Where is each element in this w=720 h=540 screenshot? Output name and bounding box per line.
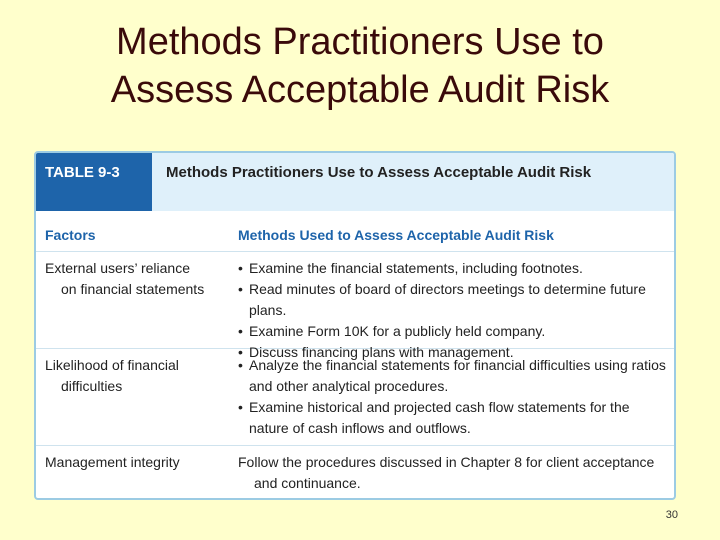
factor-text: Likelihood of financial — [45, 357, 179, 373]
method-text-line: Follow the procedures discussed in Chapter 8 for client acceptance — [238, 454, 655, 470]
column-headers — [36, 211, 674, 252]
methods-list — [238, 355, 668, 439]
method-item: • Examine the financial statements, including footnotes. — [238, 258, 668, 279]
table-label: TABLE 9-3 — [36, 153, 152, 211]
factor-text: Management integrity — [45, 454, 180, 470]
slide-title-line-2: Assess Acceptable Audit Risk — [110, 69, 610, 111]
method-item: • Examine historical and projected cash flow statements for the nature of cash inflows and outflows. — [238, 397, 668, 439]
table-row — [36, 446, 674, 500]
method-item: • Examine Form 10K for a publicly held company. — [238, 321, 668, 342]
factor-cell — [45, 258, 225, 300]
page-number: 30 — [665, 509, 678, 521]
slide-title-line-1: Methods Practitioners Use to — [116, 21, 604, 63]
factor-text: on financial statements — [61, 281, 205, 297]
method-item: • Analyze the financial statements for financial difficulties using ratios and other analytical procedures. — [238, 355, 668, 397]
column-header-factors: Factors — [45, 227, 96, 243]
table-card — [34, 151, 676, 500]
factor-text: difficulties — [61, 378, 123, 394]
table-title: Methods Practitioners Use to Assess Acceptable Audit Risk — [166, 164, 592, 181]
factor-cell — [45, 355, 225, 397]
slide-title — [0, 18, 720, 114]
method-text — [238, 452, 668, 494]
method-text-line: and continuance. — [254, 475, 361, 491]
method-item: • Read minutes of board of directors meetings to determine future plans. — [238, 279, 668, 321]
table-row — [36, 349, 674, 446]
table-header — [36, 153, 674, 211]
table-row — [36, 252, 674, 360]
factor-text: External users’ reliance — [45, 260, 190, 276]
factor-cell — [45, 452, 225, 473]
methods-list — [238, 258, 668, 363]
method-item: • Discuss financing plans with management. — [238, 342, 668, 363]
column-header-methods: Methods Used to Assess Acceptable Audit Risk — [238, 227, 554, 243]
